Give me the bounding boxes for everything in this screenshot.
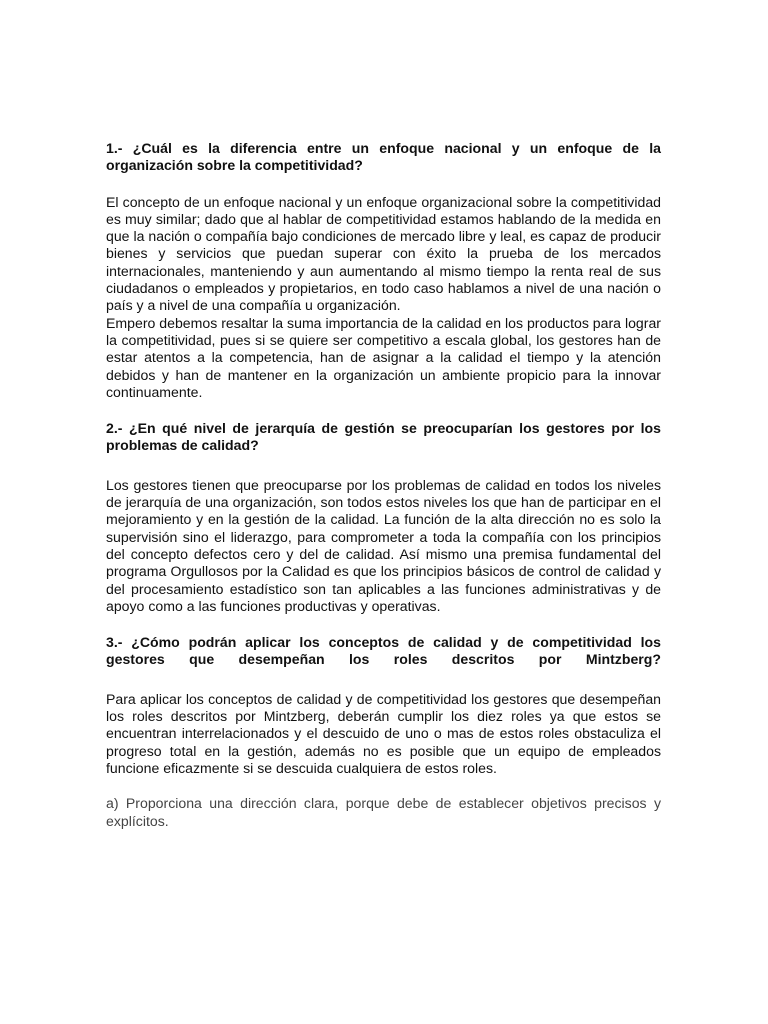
document-page xyxy=(106,140,661,830)
question-1: 1.- ¿Cuál es la diferencia entre un enfoque nacional y un enfoque de la organización sobre la competitividad? xyxy=(106,140,661,174)
question-2: 2.- ¿En qué nivel de jerarquía de gestión se preocuparían los gestores por los problemas de calidad? xyxy=(106,420,661,454)
question-3: 3.- ¿Cómo podrán aplicar los conceptos de calidad y de competitividad los gestores que desempeñan los roles descritos por Mintzberg? xyxy=(106,634,661,668)
answer-3-paragraph: Para aplicar los conceptos de calidad y de competitividad los gestores que desempeñan los roles descritos por Mintzberg, deberán cumplir los diez roles ya que estos se encuentran interrelacionados y el descuido de uno o mas de estos roles obstaculiza el progreso total en la gestión, además no es posible que un equipo de empleados funcione eficazmente si se descuida cualquiera de estos roles. xyxy=(106,690,661,776)
answer-1-paragraph-2: Empero debemos resaltar la suma importancia de la calidad en los productos para lograr la competitividad, pues si se quiere ser competitivo a escala global, los gestores han de estar atentos a la competencia, han de asignar a la calidad el tiempo y la atención debidos y han de mantener en la organización un ambiente propicio para la innovar continuamente. xyxy=(106,314,661,400)
answer-3-item-a: a) Proporciona una dirección clara, porque debe de establecer objetivos precisos y explícitos. xyxy=(106,795,661,829)
answer-1-paragraph-1: El concepto de un enfoque nacional y un enfoque organizacional sobre la competitividad es muy similar; dado que al hablar de competitividad estamos hablando de la medida en que la nación o compañía bajo condiciones de mercado libre y leal, es capaz de producir bienes y servicios que puedan superar con éxito la prueba de los mercados internacionales, manteniendo y aun aumentando al mismo tiempo la renta real de sus ciudadanos o empleados y propietarios, en todo caso hablamos a nivel de una nación o país y a nivel de una compañía u organización. xyxy=(106,193,661,314)
answer-2-paragraph: Los gestores tienen que preocuparse por los problemas de calidad en todos los niveles de jerarquía de una organización, son todos estos niveles los que han de participar en el mejoramiento y en la gestión de la calidad. La función de la alta dirección no es solo la supervisión sino el liderazgo, para comprometer a toda la compañía con los principios del concepto defectos cero y del de calidad. Así mismo una premisa fundamental del programa Orgullosos por la Calidad es que los principios básicos de control de calidad y del procesamiento estadístico son tan aplicables a las funciones administrativas y de apoyo como a las funciones productivas y operativas. xyxy=(106,476,661,614)
